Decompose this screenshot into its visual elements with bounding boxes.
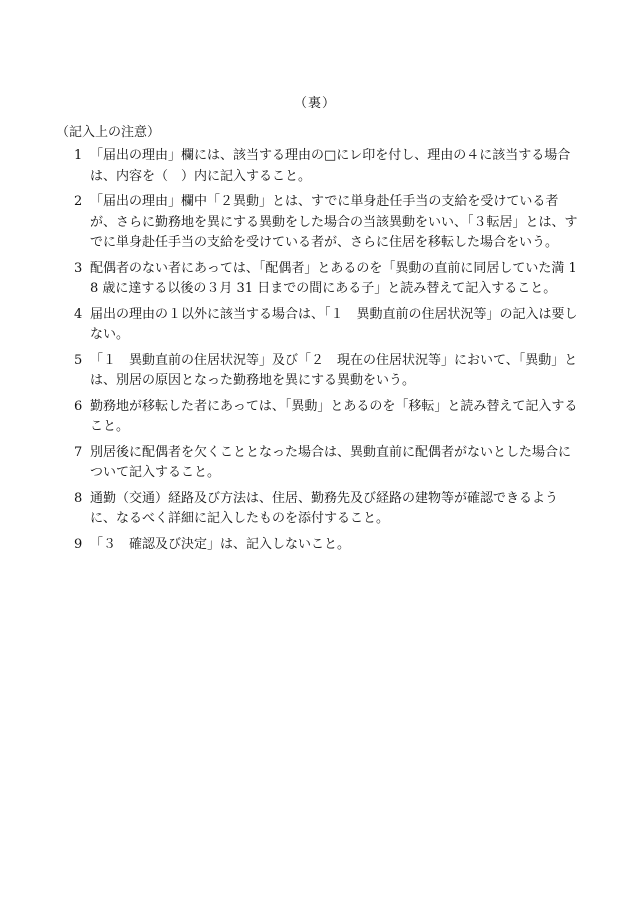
notes-list xyxy=(0,146,630,560)
note-item xyxy=(0,192,630,254)
note-number: 5 xyxy=(74,352,83,368)
note-text: 配偶者のない者にあっては、「配偶者」とあるのを「異動の直前に同居していた満 18 歳に達する以後の３月 31 日までの間にある子」と読み替えて記入すること。 xyxy=(90,260,577,296)
note-number: 4 xyxy=(74,306,83,322)
note-item xyxy=(0,535,630,556)
note-number: 1 xyxy=(74,148,83,163)
note-text: 通勤（交通）経路及び方法は、住居、勤務先及び経路の建物等が確認できるように、なるべく詳細に記入したものを添付すること。 xyxy=(90,490,559,526)
notes-caption: （記入上の注意） xyxy=(56,125,161,140)
note-number: 8 xyxy=(74,490,83,506)
note-text: 「３ 確認及び決定」は、記入しないこと。 xyxy=(90,536,351,552)
note-text: 届出の理由の１以外に該当する場合は、「１ 異動直前の住居状況等」の記入は要しない。 xyxy=(90,306,578,342)
note-text: 別居後に配偶者を欠くこととなった場合は、異動直前に配偶者がないとした場合について記入すること。 xyxy=(90,444,572,480)
note-text: 勤務地が移転した者にあっては、「異動」とあるのを「移転」と読み替えて記入すること。 xyxy=(90,398,578,434)
page-side-label: （裏） xyxy=(293,96,336,111)
note-item xyxy=(0,443,630,484)
note-item xyxy=(0,351,630,392)
note-item xyxy=(0,489,630,530)
note-item xyxy=(0,305,630,346)
note-item xyxy=(0,259,630,300)
note-number: 9 xyxy=(74,536,83,552)
note-number: 2 xyxy=(74,194,83,209)
note-text: 「届出の理由」欄中「２異動」とは、すでに単身赴任手当の支給を受けている者が、さらに勤務地を異にする異動をした場合の当該異動をいい、「３転居」とは、すでに単身赴任手当の支給を受けている者が、さらに住居を移転した場合をいう。 xyxy=(90,194,578,250)
note-number: 6 xyxy=(74,398,83,414)
note-item xyxy=(0,397,630,438)
note-number: 3 xyxy=(74,260,83,276)
note-text: 「１ 異動直前の住居状況等」及び「２ 現在の住居状況等」において、「異動」とは、別居の原因となった勤務地を異にする異動をいう。 xyxy=(90,352,578,388)
note-item xyxy=(0,146,630,187)
note-text: 「届出の理由」欄には、該当する理由の□にレ印を付し、理由の４に該当する場合は、内容を（ ）内に記入すること。 xyxy=(90,148,571,184)
note-number: 7 xyxy=(74,444,83,460)
